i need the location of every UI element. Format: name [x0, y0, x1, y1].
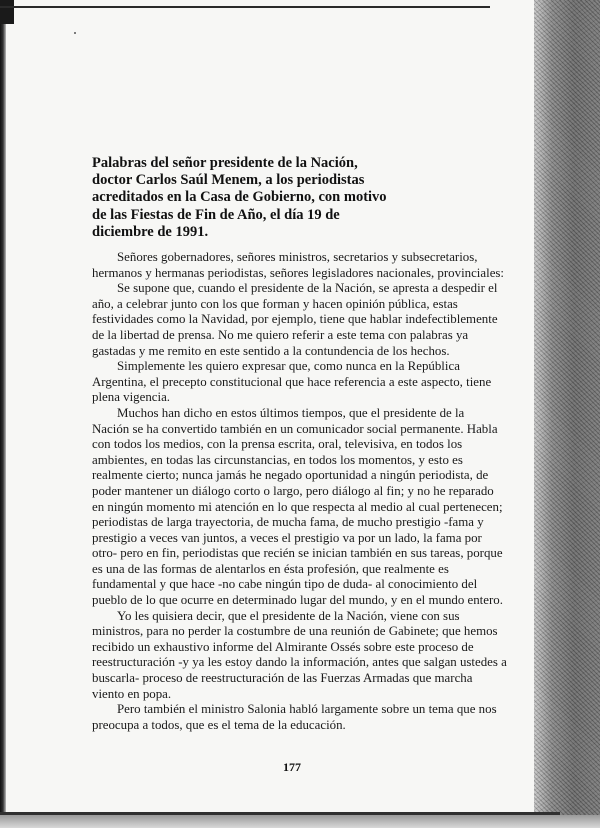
- title-line: diciembre de 1991.: [92, 223, 209, 240]
- body-line: Señores gobernadores, señores ministros, secretarios y subsecretarios,: [117, 250, 478, 264]
- body-line: con todos los medios, con la prensa escrita, oral, televisiva, en todos los: [92, 437, 463, 452]
- body-line: periodistas de larga trayectoria, de mucha fama, de mucho prestigio -fama y: [92, 515, 484, 530]
- body-line: Simplemente les quiero expresar que, como nunca en la República: [117, 359, 460, 374]
- title-line: acreditados en la Casa de Gobierno, con motivo: [92, 189, 387, 206]
- body-line: realmente cierto; nunca jamás he negado oportunidad a ningún periodista, de: [92, 468, 489, 483]
- body-line: preocupa a todos, que es el tema de la educación.: [92, 717, 346, 732]
- body-line: gastadas y me remito en este sentido a la contundencia de los hechos.: [92, 343, 450, 358]
- body-line: ministros, para no perder la costumbre de una reunión de Gabinete; que hemos: [92, 624, 498, 639]
- body-line: ambientes, en todas las circunstancias, en todos los momentos, y esto es: [92, 452, 463, 467]
- body-line: hermanos y hermanas periodistas, señores legisladores nacionales, provinciales:: [92, 265, 505, 280]
- body-line: pueblo de lo que ocurre en determinado lugar del mundo, y en el mundo entero.: [92, 593, 503, 608]
- page-bottom-shadow: [0, 815, 600, 828]
- body-line: Muchos han dicho en estos últimos tiempos, que el presidente de la: [117, 405, 465, 420]
- scan-speck: [74, 32, 76, 34]
- body-line: Yo les quisiera decir, que el presidente de la Nación, viene con sus: [117, 608, 460, 623]
- title-line: Palabras del señor presidente de la Nación,: [92, 155, 358, 171]
- body-line: otro- pero en fin, periodistas que recién se inician también en sus tareas, porque: [92, 546, 503, 561]
- body-line: año, a celebrar junto con los que forman y hacen opinión pública, estas: [92, 296, 458, 311]
- body-line: recibido un exhaustivo informe del Almirante Ossés sobre este proceso de: [92, 639, 474, 654]
- body-line: Nación se ha convertido también en un comunicador social permanente. Habla: [92, 421, 498, 436]
- body-line: poder mantener un diálogo corto o largo, pero diálogo al fin; y no he reparado: [92, 483, 494, 498]
- body-line: fundamental y que hace -no cabe ningún tipo de duda- al conocimiento del: [92, 577, 478, 592]
- body-line: reestructuración -y ya les estoy dando la información, antes que salgan ustedes a: [92, 655, 507, 670]
- page-corner-shadow: [0, 0, 14, 24]
- body-line: Pero también el ministro Salonia habló largamente sobre un tema que nos: [117, 702, 497, 717]
- speech-body: [92, 250, 507, 733]
- speech-title: [92, 155, 392, 241]
- body-line: de la libertad de prensa. No me quiero referir a este tema con palabras ya: [92, 327, 469, 342]
- body-line: viento en popa.: [92, 686, 172, 701]
- page-number: 177: [283, 760, 301, 774]
- body-line: buscarla- proceso de reestructuración de las Fuerzas Armadas que marcha: [92, 671, 473, 686]
- body-line: plena vigencia.: [92, 390, 171, 405]
- body-line: Se supone que, cuando el presidente de la Nación, se apresta a despedir el: [117, 281, 498, 296]
- top-border-line: [0, 6, 490, 8]
- page-left-edge-shadow: [0, 0, 6, 828]
- body-line: prestigio a veces van juntos, a veces el prestigio va por un lado, la fama por: [92, 530, 482, 545]
- body-line: es una de las formas de alentarlos en ésta profesión, que realmente es: [92, 561, 449, 576]
- page-right-edge-shadow: [534, 0, 600, 828]
- body-line: festividades como la Navidad, por ejemplo, tiene que hablar indefectiblemente: [92, 312, 498, 327]
- title-line: de las Fiestas de Fin de Año, el día 19 de: [92, 206, 340, 223]
- body-line: Argentina, el precepto constitucional que hace referencia a este aspecto, tiene: [92, 374, 492, 389]
- body-line: en ningún momento mi atención en lo que respecta al medio al cual pertenecen;: [92, 499, 503, 514]
- title-line: doctor Carlos Saúl Menem, a los periodistas: [92, 172, 365, 189]
